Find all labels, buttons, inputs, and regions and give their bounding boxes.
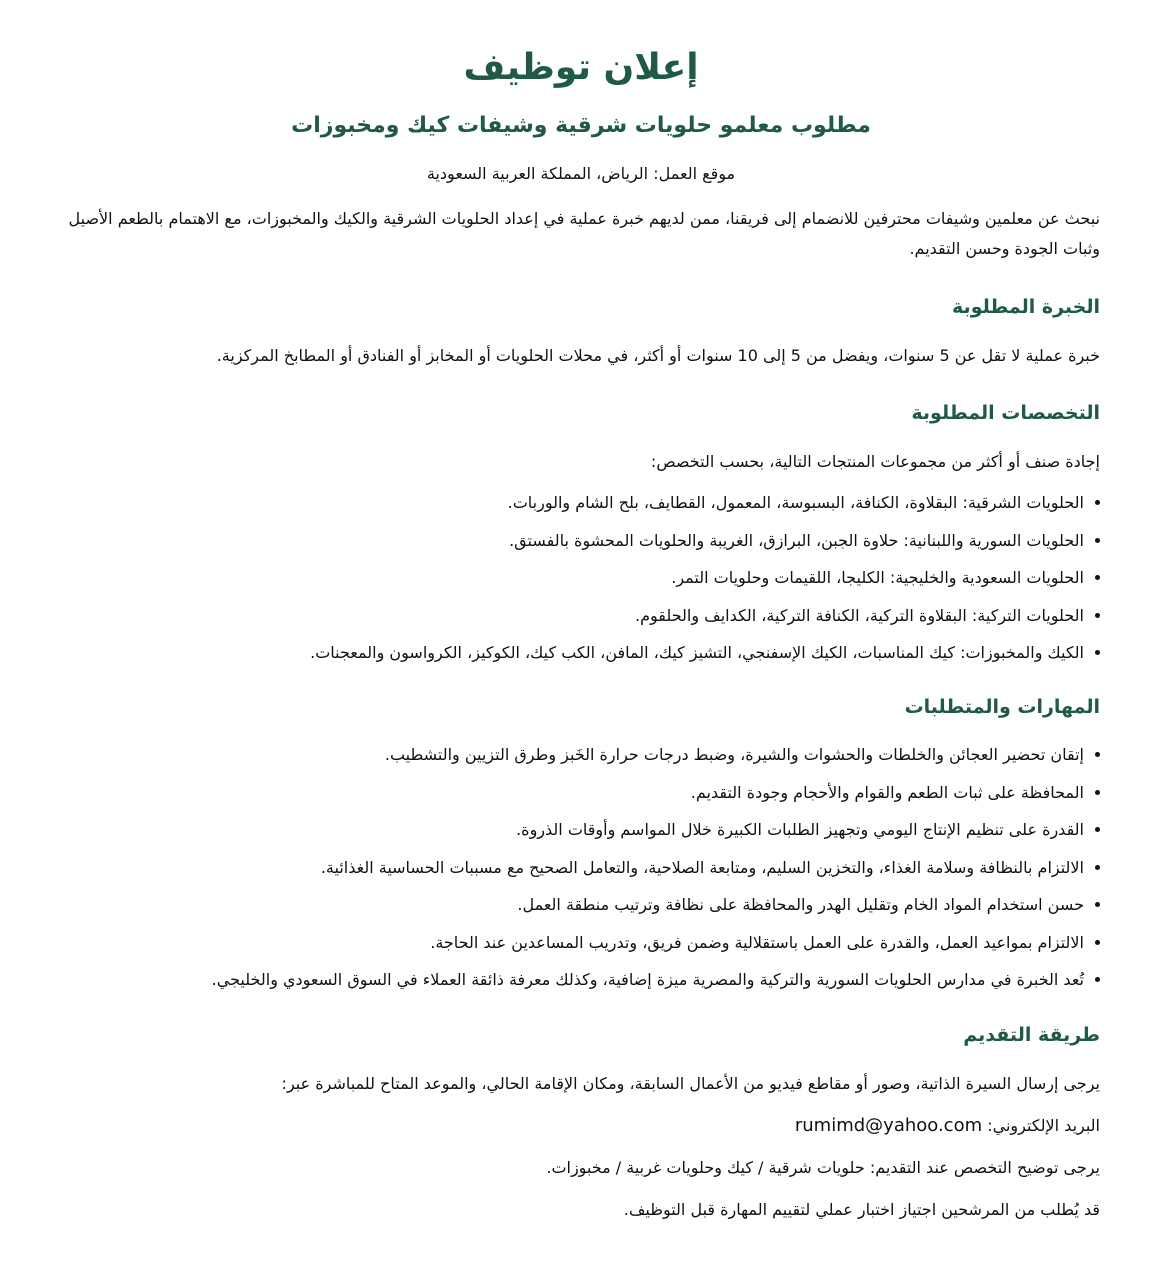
page-subtitle: مطلوب معلمو حلويات شرقية وشيفات كيك ومخبوزات — [291, 113, 871, 138]
work-location: موقع العمل: الرياض، المملكة العربية السعودية — [426, 164, 736, 183]
list-item: تُعد الخبرة في مدارس الحلويات السورية والتركية والمصرية ميزة إضافية، وكذلك معرفة ذائقة العملاء في السوق السعودي والخليجي. — [62, 961, 1100, 999]
list-item: الكيك والمخبوزات: كيك المناسبات، الكيك الإسفنجي، التشيز كيك، المافن، الكب كيك، الكوكيز، الكرواسون والمعجنات. — [62, 634, 1100, 672]
specialty-note: يرجى توضيح التخصص عند التقديم: حلويات شرقية / كيك وحلويات غربية / مخبوزات. — [546, 1158, 1100, 1177]
intro-paragraph: نبحث عن معلمين وشيفات محترفين للانضمام إلى فريقنا، ممن لديهم خبرة عملية في إعداد الحلويات الشرقية والكيك والمخبوزات، مع الاهتمام بالطعم الأصيل وثبات الجودة وحسن التقديم. — [68, 209, 1100, 258]
email-label: البريد الإلكتروني: — [987, 1116, 1100, 1135]
list-item: الحلويات السعودية والخليجية: الكليجا، اللقيمات وحلويات التمر. — [62, 559, 1100, 597]
experience-text: خبرة عملية لا تقل عن 5 سنوات، ويفضل من 5 إلى 10 سنوات أو أكثر، في محلات الحلويات أو المخابز أو الفنادق أو المطابخ المركزية. — [216, 346, 1100, 365]
list-item: الالتزام بمواعيد العمل، والقدرة على العمل باستقلالية وضمن فريق، وتدريب المساعدين عند الحاجة. — [62, 924, 1100, 962]
page-title: إعلان توظيف — [463, 47, 699, 88]
skills-heading: المهارات والمتطلبات — [904, 696, 1100, 718]
email-link[interactable]: rumimd@yahoo.com — [794, 1115, 983, 1136]
skills-list — [62, 736, 1100, 999]
specialties-heading: التخصصات المطلوبة — [911, 402, 1100, 424]
list-item: الحلويات السورية واللبنانية: حلاوة الجبن، البرازق، الغريبة والحلويات المحشوة بالفستق. — [62, 522, 1100, 560]
list-item: القدرة على تنظيم الإنتاج اليومي وتجهيز الطلبات الكبيرة خلال المواسم وأوقات الذروة. — [62, 811, 1100, 849]
list-item: إتقان تحضير العجائن والخلطات والحشوات والشيرة، وضبط درجات حرارة الخَبز وطرق التزيين والتشطيب. — [62, 736, 1100, 774]
list-item: المحافظة على ثبات الطعم والقوام والأحجام وجودة التقديم. — [62, 774, 1100, 812]
list-item: الالتزام بالنظافة وسلامة الغذاء، والتخزين السليم، ومتابعة الصلاحية، والتعامل الصحيح مع مسببات الحساسية الغذائية. — [62, 849, 1100, 887]
specialties-intro: إجادة صنف أو أكثر من مجموعات المنتجات التالية، بحسب التخصص: — [650, 452, 1100, 471]
job-posting — [62, 0, 1100, 1280]
practical-test-note: قد يُطلب من المرشحين اجتياز اختبار عملي لتقييم المهارة قبل التوظيف. — [623, 1200, 1100, 1219]
list-item: حسن استخدام المواد الخام وتقليل الهدر والمحافظة على نظافة وترتيب منطقة العمل. — [62, 886, 1100, 924]
specialties-list — [62, 484, 1100, 672]
list-item: الحلويات التركية: البقلاوة التركية، الكنافة التركية، الكدايف والحلقوم. — [62, 597, 1100, 635]
email-line — [62, 1112, 1100, 1140]
list-item: الحلويات الشرقية: البقلاوة، الكنافة، البسبوسة، المعمول، القطايف، بلح الشام والوربات. — [62, 484, 1100, 522]
apply-instructions: يرجى إرسال السيرة الذاتية، وصور أو مقاطع فيديو من الأعمال السابقة، ومكان الإقامة الحالي، والموعد المتاح للمباشرة عبر: — [281, 1074, 1100, 1093]
apply-heading: طريقة التقديم — [963, 1024, 1100, 1046]
experience-heading: الخبرة المطلوبة — [952, 296, 1100, 318]
